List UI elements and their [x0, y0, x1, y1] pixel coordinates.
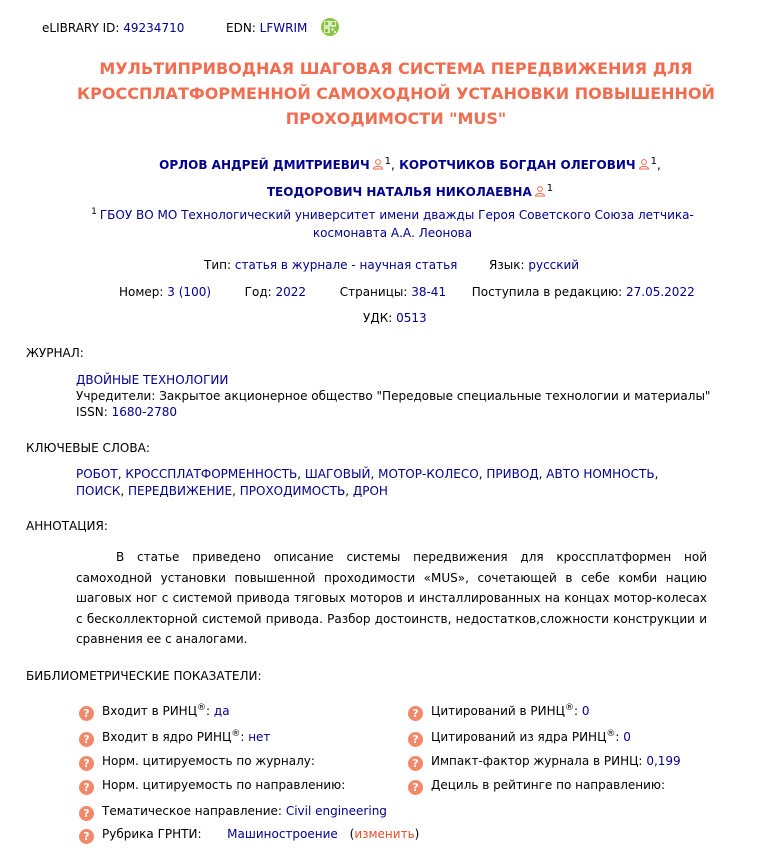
- biblio-heading: БИБЛИОМЕТРИЧЕСКИЕ ПОКАЗАТЕЛИ:: [26, 669, 262, 683]
- question-icon[interactable]: ?: [408, 706, 423, 721]
- metric-label: Дециль в рейтинге по направлению:: [431, 778, 666, 792]
- language-label: Язык:: [489, 258, 525, 272]
- metric-row: [79, 804, 387, 821]
- language-value: русский: [528, 258, 580, 272]
- pages-value: 38-41: [411, 285, 447, 299]
- metric-label: Норм. цитируемость по журналу:: [102, 754, 315, 768]
- keyword-link[interactable]: АВТО НОМНОСТЬ: [546, 467, 655, 481]
- keyword-link[interactable]: ПРОХОДИМОСТЬ: [239, 484, 346, 498]
- registered-mark: ®: [565, 703, 574, 713]
- question-icon[interactable]: ?: [408, 756, 423, 771]
- udk-label: УДК:: [363, 311, 393, 325]
- affiliation-link-cont[interactable]: космонавта А.А. Леонова: [312, 226, 473, 240]
- metric-row: [408, 703, 590, 721]
- metric-row: [79, 729, 270, 747]
- registered-mark: ®: [197, 703, 207, 713]
- received-value: 27.05.2022: [626, 285, 695, 299]
- keyword-link[interactable]: ПЕРЕДВИЖЕНИЕ: [127, 484, 233, 498]
- metric-colon: :: [206, 704, 211, 718]
- title-line: КРОССПЛАТФОРМЕННОЙ САМОХОДНОЙ УСТАНОВКИ ПОВЫШЕННОЙ: [77, 84, 715, 103]
- author-affil-sup: 1: [650, 156, 657, 167]
- issn-value: 1680-2780: [111, 405, 178, 419]
- metric-label: Рубрика ГРНТИ:: [102, 827, 202, 841]
- keywords-list: РОБОТ, КРОССПЛАТФОРМЕННОСТЬ, ШАГОВЫЙ, МОТОР-КОЛЕСО, ПРИВОД, АВТО НОМНОСТЬ, ПОИСК, ПЕРЕДВИЖЕНИЕ, ПРОХОДИМОСТЬ, ДРОН: [76, 467, 659, 498]
- metric-value: 0: [623, 730, 631, 744]
- author-affil-sup: 1: [384, 156, 392, 167]
- keyword-link[interactable]: МОТОР-КОЛЕСО: [378, 467, 479, 481]
- founder-value: Закрытое акционерное общество "Передовые специальные технологии и материалы": [159, 389, 711, 403]
- meta-udk-row: [363, 311, 427, 325]
- person-icon[interactable]: [638, 154, 650, 166]
- edn-link[interactable]: LFWRIM: [259, 21, 308, 35]
- metric-colon: :: [574, 704, 579, 718]
- journal-heading: ЖУРНАЛ:: [26, 346, 84, 360]
- keyword-link[interactable]: РОБОТ: [76, 467, 118, 481]
- issn-label: ISSN:: [76, 405, 108, 419]
- affiliation: [80, 203, 705, 242]
- udk-value: 0513: [396, 311, 427, 325]
- metric-row: [408, 754, 681, 771]
- received-label: Поступила в редакцию:: [471, 285, 623, 299]
- affiliation-sup: 1: [91, 207, 97, 217]
- elibrary-id-label: eLIBRARY ID:: [42, 21, 120, 35]
- author-link[interactable]: ТЕОДОРОВИЧ НАТАЛЬЯ НИКОЛАЕВНА: [266, 185, 532, 199]
- metric-value: 0: [581, 704, 590, 718]
- metric-label: Входит в РИНЦ: [102, 704, 198, 718]
- id-line: [42, 18, 339, 36]
- grnti-link[interactable]: Машиностроение: [227, 827, 338, 841]
- person-icon[interactable]: [372, 154, 384, 166]
- article-title: [60, 56, 732, 131]
- type-value: статья в журнале - научная статья: [234, 258, 458, 272]
- question-icon[interactable]: ?: [79, 829, 94, 844]
- metric-colon: :: [240, 730, 245, 744]
- keyword-link[interactable]: ПОИСК: [76, 484, 121, 498]
- metric-row: [408, 729, 631, 747]
- metric-label: Цитирований в РИНЦ: [431, 704, 565, 718]
- question-icon[interactable]: ?: [79, 780, 94, 795]
- pages-label: Страницы:: [339, 285, 408, 299]
- qr-code-icon[interactable]: [321, 18, 339, 36]
- type-label: Тип:: [204, 258, 232, 272]
- authors-list: [40, 150, 775, 204]
- year-value: 2022: [275, 285, 307, 299]
- journal-link[interactable]: ДВОЙНЫЕ ТЕХНОЛОГИИ: [76, 373, 229, 387]
- metric-row: [408, 778, 665, 795]
- journal-block: [76, 372, 710, 420]
- title-line: МУЛЬТИПРИВОДНАЯ ШАГОВАЯ СИСТЕМА ПЕРЕДВИЖЕНИЯ ДЛЯ: [99, 59, 693, 78]
- thematic-link[interactable]: Civil engineering: [285, 804, 387, 818]
- abstract-text: В статье приведено описание системы передвижения для кроссплатформен ной самоходной установки повышенной проходимости «MUS», сочетающей в себе комби нацию шаговых ног с системой привода тяговых моторов и инсталлированных на концах мотор-колесах с бесколлекторной системой привода. Разбор достоинств, недостатков,сложности конструкции и сравнения ее с аналогами.: [76, 550, 707, 646]
- change-link[interactable]: изменить: [354, 827, 415, 841]
- affiliation-link[interactable]: ГБОУ ВО МО Технологический университет имени дважды Героя Советского Союза летчика-: [99, 208, 694, 222]
- author-affil-sup: 1: [546, 183, 554, 194]
- registered-mark: ®: [606, 729, 616, 739]
- question-icon[interactable]: ?: [79, 706, 94, 721]
- metric-label: Входит в ядро РИНЦ: [102, 730, 232, 744]
- number-label: Номер:: [119, 285, 164, 299]
- meta-issue-row: [119, 285, 695, 299]
- keyword-link[interactable]: КРОССПЛАТФОРМЕННОСТЬ: [125, 467, 298, 481]
- author-link[interactable]: КОРОТЧИКОВ БОГДАН ОЛЕГОВИЧ: [399, 158, 636, 172]
- person-icon[interactable]: [534, 181, 546, 193]
- author-separator: ,: [391, 158, 395, 172]
- keyword-link[interactable]: ДРОН: [352, 484, 388, 498]
- year-label: Год:: [244, 285, 272, 299]
- metric-label: Импакт-фактор журнала в РИНЦ:: [431, 754, 643, 768]
- question-icon[interactable]: ?: [408, 732, 423, 747]
- question-icon[interactable]: ?: [408, 780, 423, 795]
- metric-label: Тематическое направление:: [102, 804, 282, 818]
- number-link[interactable]: 3 (100): [167, 285, 212, 299]
- edn-label: EDN:: [226, 21, 256, 35]
- elibrary-id-value: 49234710: [123, 21, 185, 35]
- metric-value: 0,199: [646, 754, 681, 768]
- meta-type-lang: [204, 258, 579, 272]
- keyword-link[interactable]: ПРИВОД: [486, 467, 539, 481]
- metric-label: Норм. цитируемость по направлению:: [102, 778, 346, 792]
- metric-row: [79, 754, 315, 771]
- author-separator: ,: [657, 158, 661, 172]
- keyword-link[interactable]: ШАГОВЫЙ: [304, 467, 371, 481]
- metric-row: ? Рубрика ГРНТИ: Машиностроение (изменить): [79, 827, 419, 844]
- metric-colon: :: [615, 730, 620, 744]
- metric-row: [79, 703, 230, 721]
- metric-value: нет: [248, 730, 271, 744]
- metric-row: [79, 778, 345, 795]
- metric-value: да: [213, 704, 230, 718]
- founder-label: Учредители:: [76, 389, 156, 403]
- metric-label: Цитирований из ядра РИНЦ: [431, 730, 607, 744]
- question-icon[interactable]: ?: [79, 756, 94, 771]
- author-link[interactable]: ОРЛОВ АНДРЕЙ ДМИТРИЕВИЧ: [159, 158, 370, 172]
- question-icon[interactable]: ?: [79, 806, 94, 821]
- registered-mark: ®: [231, 729, 241, 739]
- title-line: ПРОХОДИМОСТИ "MUS": [285, 109, 507, 128]
- question-icon[interactable]: ?: [79, 732, 94, 747]
- abstract-heading: АННОТАЦИЯ:: [26, 519, 108, 533]
- keywords-heading: КЛЮЧЕВЫЕ СЛОВА:: [26, 441, 150, 455]
